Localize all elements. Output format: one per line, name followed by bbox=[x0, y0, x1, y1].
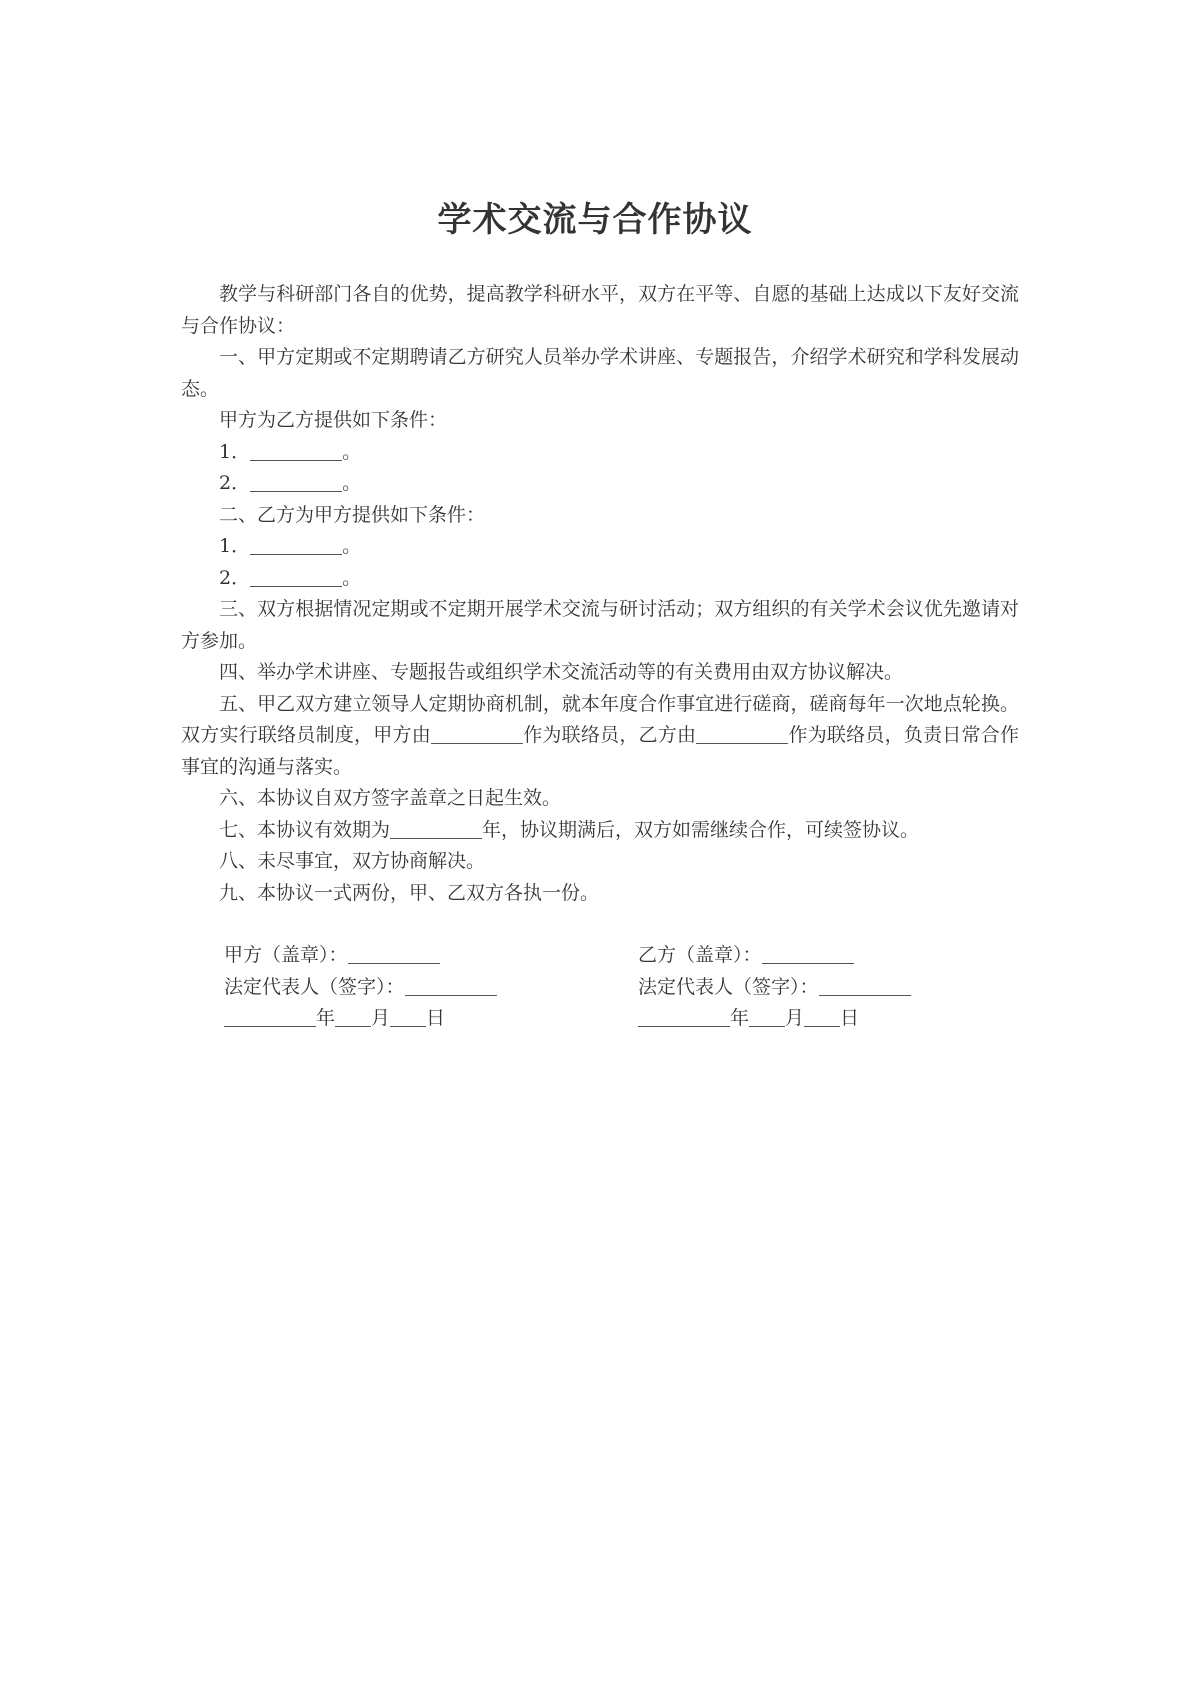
fill-blank[interactable] bbox=[250, 441, 342, 461]
clause-6: 六、本协议自双方签字盖章之日起生效。 bbox=[219, 787, 562, 809]
party-b-item-2: 2． 。 bbox=[219, 566, 362, 589]
party-b-signature: 乙方（盖章）： 法定代表人（签字）： 年 月 日 bbox=[638, 940, 911, 1035]
party-a-signature: 甲方（盖章）： 法定代表人（签字）： 年 月 日 bbox=[224, 940, 497, 1035]
party-a-provides-heading: 甲方为乙方提供如下条件： bbox=[219, 409, 448, 431]
party-b-rep-blank[interactable] bbox=[819, 976, 911, 996]
clause-9: 九、本协议一式两份，甲、乙双方各执一份。 bbox=[219, 881, 600, 904]
validity-years-blank[interactable] bbox=[390, 819, 482, 839]
party-b-day-blank[interactable] bbox=[804, 1007, 840, 1027]
party-b-month-blank[interactable] bbox=[749, 1007, 785, 1027]
clause-7: 七、本协议有效期为 年，协议期满后，双方如需继续合作，可续签协议。 bbox=[219, 818, 920, 841]
party-b-item-1: 1． 。 bbox=[219, 535, 362, 557]
party-a-rep-blank[interactable] bbox=[405, 976, 497, 996]
clause-3: 三、双方根据情况定期或不定期开展学术交流与研讨活动；双方组织的有关学术会议优先邀请对方参加。 bbox=[181, 598, 1019, 652]
party-a-item-2: 2． 。 bbox=[219, 472, 362, 494]
party-b-liaison-blank[interactable] bbox=[696, 724, 788, 744]
fill-blank[interactable] bbox=[250, 472, 342, 492]
party-a-year-blank[interactable] bbox=[224, 1007, 316, 1027]
party-a-day-blank[interactable] bbox=[390, 1007, 426, 1027]
document-title: 学术交流与合作协议 bbox=[437, 200, 753, 240]
clause-1: 一、甲方定期或不定期聘请乙方研究人员举办学术讲座、专题报告，介绍学术研究和学科发展动态。 bbox=[181, 346, 1019, 400]
party-a-month-blank[interactable] bbox=[335, 1007, 371, 1027]
clause-8: 八、未尽事宜，双方协商解决。 bbox=[219, 850, 486, 872]
party-a-seal-blank[interactable] bbox=[348, 944, 440, 964]
party-a-item-1: 1． 。 bbox=[219, 440, 362, 463]
fill-blank[interactable] bbox=[250, 567, 342, 587]
fill-blank[interactable] bbox=[250, 535, 342, 555]
clause-2: 二、乙方为甲方提供如下条件： bbox=[219, 503, 486, 526]
clause-4: 四、举办学术讲座、专题报告或组织学术交流活动等的有关费用由双方协议解决。 bbox=[219, 661, 904, 683]
party-b-year-blank[interactable] bbox=[638, 1007, 730, 1027]
document-body bbox=[181, 279, 1019, 909]
intro-paragraph: 教学与科研部门各自的优势，提高教学科研水平，双方在平等、自愿的基础上达成以下友好交流与合作协议： bbox=[181, 283, 1019, 337]
party-b-seal-blank[interactable] bbox=[762, 944, 854, 964]
party-a-liaison-blank[interactable] bbox=[431, 724, 523, 744]
clause-5: 五、甲乙双方建立领导人定期协商机制，就本年度合作事宜进行磋商，磋商每年一次地点轮换。双方实行联络员制度，甲方由 作为联络员，乙方由 作为联络员，负责日常合作事宜的沟通与落实。 bbox=[181, 692, 1019, 778]
